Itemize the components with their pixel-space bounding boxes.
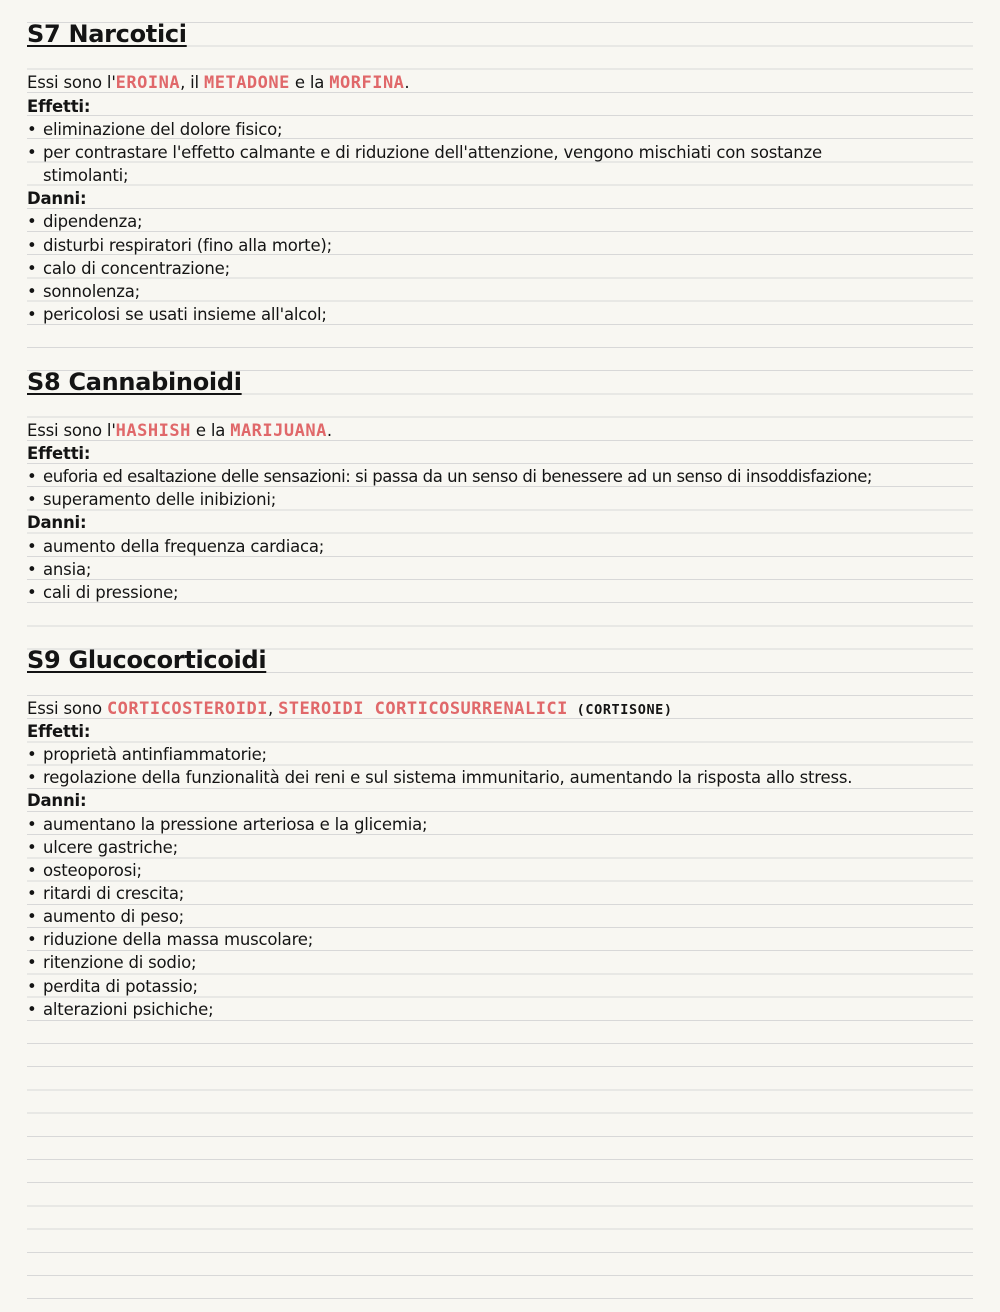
- bullet-icon: •: [27, 977, 37, 996]
- bullet-icon: •: [27, 537, 37, 556]
- list-item-text: perdita di potassio;: [43, 977, 198, 996]
- list-item: [27, 488, 276, 511]
- bullet-icon: •: [27, 259, 37, 278]
- danni-label-s8: Danni:: [27, 513, 87, 532]
- intro-text: ,: [267, 699, 279, 718]
- list-item: [27, 836, 178, 859]
- intro-text: e la: [190, 421, 231, 440]
- list-item-text: aumento della frequenza cardiaca;: [43, 537, 325, 556]
- list-item-text: euforia ed esaltazione delle sensazioni: si passa da un senso di benessere ad un senso di insoddisfazione;: [43, 467, 873, 486]
- list-item: [27, 141, 822, 164]
- list-item-text: ritenzione di sodio;: [43, 953, 197, 972]
- list-item: [27, 928, 313, 951]
- bullet-icon: •: [27, 282, 37, 301]
- list-item: [27, 998, 213, 1021]
- list-item-text: eliminazione del dolore fisico;: [43, 120, 283, 139]
- bullet-icon: •: [27, 815, 37, 834]
- list-item: [27, 743, 267, 766]
- intro-s7: [27, 71, 409, 94]
- intro-text: Essi sono l': [27, 73, 116, 92]
- intro-s9: [27, 697, 673, 720]
- highlight-marijuana: MARIJUANA: [230, 421, 327, 441]
- list-item-text: aumento di peso;: [43, 907, 185, 926]
- bullet-icon: •: [27, 768, 37, 787]
- list-item: [27, 558, 91, 581]
- list-item-text: calo di concentrazione;: [43, 259, 230, 278]
- bullet-icon: •: [27, 467, 37, 486]
- list-item: [27, 975, 198, 998]
- intro-text: Essi sono l': [27, 421, 116, 440]
- intro-text: e la: [289, 73, 330, 92]
- list-item: [27, 882, 184, 905]
- bullet-icon: •: [27, 490, 37, 509]
- list-item-text: disturbi respiratori (fino alla morte);: [43, 236, 332, 255]
- intro-note-cortisone: (CORTISONE): [567, 702, 673, 718]
- list-item-text: dipendenza;: [43, 212, 143, 231]
- list-item: [27, 766, 852, 789]
- highlight-steroidi-corticosurrenalici: STEROIDI CORTICOSURRENALICI: [278, 699, 568, 719]
- list-item: [27, 859, 142, 882]
- list-item: [27, 951, 196, 974]
- list-item-text: aumentano la pressione arteriosa e la glicemia;: [43, 815, 428, 834]
- bullet-icon: •: [27, 120, 37, 139]
- bullet-icon: •: [27, 953, 37, 972]
- list-item-text: regolazione della funzionalità dei reni e sul sistema immunitario, aumentando la risposta allo stress.: [43, 768, 853, 787]
- intro-text: .: [404, 73, 410, 92]
- intro-s8: [27, 419, 332, 442]
- bullet-icon: •: [27, 930, 37, 949]
- list-item-text: ansia;: [43, 560, 92, 579]
- bullet-icon: •: [27, 143, 37, 162]
- intro-text: Essi sono: [27, 699, 107, 718]
- bullet-icon: •: [27, 907, 37, 926]
- bullet-icon: •: [27, 583, 37, 602]
- list-item-text: ulcere gastriche;: [43, 838, 178, 857]
- highlight-eroina: EROINA: [115, 73, 181, 93]
- section-title-s7: S7 Narcotici: [27, 20, 187, 48]
- effetti-label-s9: Effetti:: [27, 722, 91, 741]
- list-item: [27, 280, 140, 303]
- list-item-text: pericolosi se usati insieme all'alcol;: [43, 305, 327, 324]
- intro-text: , il: [180, 73, 204, 92]
- list-item: [27, 118, 282, 141]
- list-item: [27, 234, 332, 257]
- highlight-morfina: MORFINA: [329, 73, 405, 93]
- danni-label-s7: Danni:: [27, 189, 87, 208]
- highlight-corticosteroidi: CORTICOSTEROIDI: [106, 699, 268, 719]
- danni-label-s9: Danni:: [27, 791, 87, 810]
- bullet-icon: •: [27, 560, 37, 579]
- list-item: [27, 303, 327, 326]
- list-item-continuation: stimolanti;: [43, 166, 129, 185]
- intro-text: .: [326, 421, 332, 440]
- list-item-text: riduzione della massa muscolare;: [43, 930, 314, 949]
- list-item-text: sonnolenza;: [43, 282, 141, 301]
- bullet-icon: •: [27, 1000, 37, 1019]
- list-item: [27, 535, 324, 558]
- highlight-metadone: METADONE: [203, 73, 290, 93]
- highlight-hashish: HASHISH: [115, 421, 191, 441]
- section-title-s9: S9 Glucocorticoidi: [27, 646, 267, 674]
- list-item: [27, 257, 230, 280]
- list-item: [27, 581, 178, 604]
- bullet-icon: •: [27, 745, 37, 764]
- bullet-icon: •: [27, 305, 37, 324]
- effetti-label-s8: Effetti:: [27, 444, 91, 463]
- bullet-icon: •: [27, 884, 37, 903]
- list-item-text: per contrastare l'effetto calmante e di riduzione dell'attenzione, vengono mischiati con sostanze: [43, 143, 822, 162]
- list-item: [27, 210, 142, 233]
- list-item-text: proprietà antinfiammatorie;: [43, 745, 267, 764]
- list-item-text: alterazioni psichiche;: [43, 1000, 214, 1019]
- list-item-text: osteoporosi;: [43, 861, 142, 880]
- bullet-icon: •: [27, 212, 37, 231]
- list-item-text: cali di pressione;: [43, 583, 179, 602]
- bullet-icon: •: [27, 861, 37, 880]
- bullet-icon: •: [27, 236, 37, 255]
- section-title-s8: S8 Cannabinoidi: [27, 368, 242, 396]
- bullet-icon: •: [27, 838, 37, 857]
- list-item: [27, 905, 184, 928]
- list-item: [27, 465, 872, 488]
- list-item-text: superamento delle inibizioni;: [43, 490, 277, 509]
- list-item-text: ritardi di crescita;: [43, 884, 185, 903]
- effetti-label-s7: Effetti:: [27, 97, 91, 116]
- list-item: [27, 813, 427, 836]
